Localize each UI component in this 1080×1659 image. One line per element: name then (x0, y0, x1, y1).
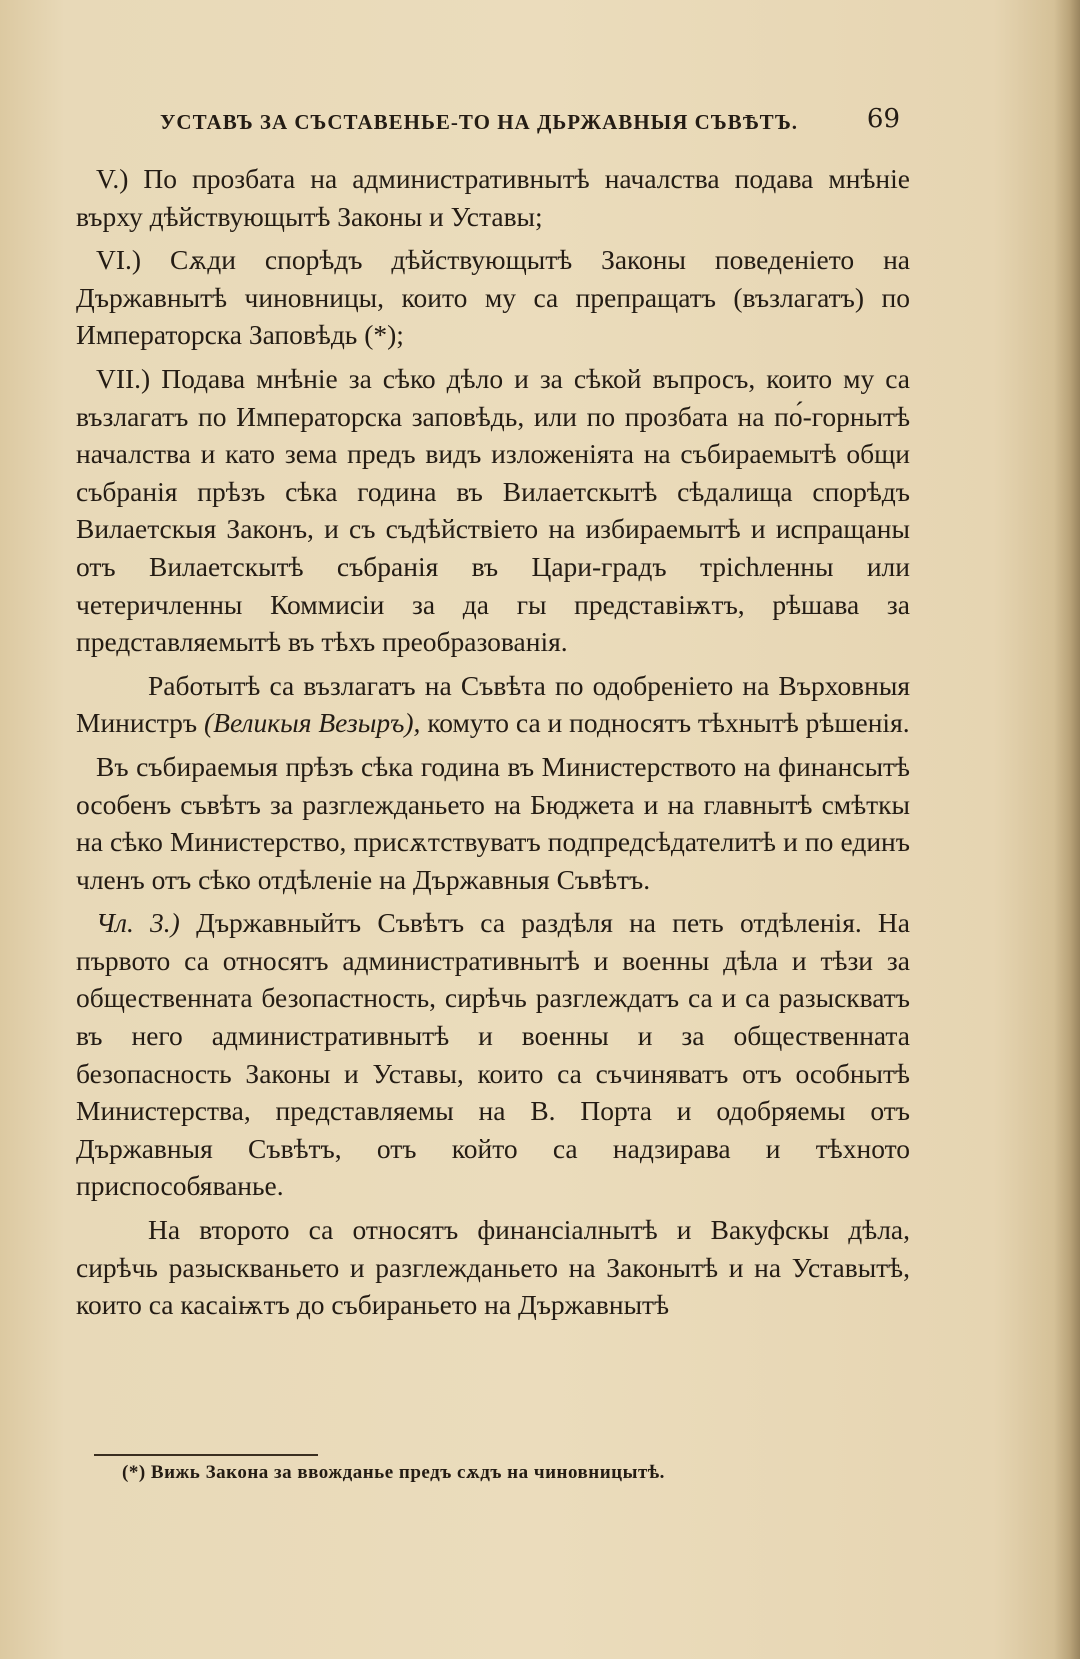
paragraph-tail: Държавныйтъ Съвѣтъ са раздѣля на петь отдѣленія. На първото са относятъ административнытѣ и военны дѣла и тѣзи за общественната безопастность, сирѣчь разглеждатъ са и са разыскватъ въ него административнытѣ и военны и за общественната безопасность Законы и Уставы, които са съчиняватъ отъ особнытѣ Министерства, представляемы на В. Порта и одобряемы отъ Държавныя Съвѣтъ, отъ който са надзирава и тѣхното приспособяванье. (76, 907, 911, 1202)
paragraph-text: На второто са относятъ финансіалнытѣ и Вакуфскы дѣла, сирѣчь разыскваньето и разглежданьето на Законытѣ и на Уставытѣ, които са касаіѭтъ до събираньето на Държавнытѣ (76, 1214, 910, 1321)
paragraph-v (76, 160, 910, 235)
paragraph-tail: комуто са и подносятъ тѣхнытѣ рѣшенія. (427, 707, 910, 739)
body-text (76, 160, 910, 1330)
paragraph-vi (76, 241, 910, 354)
paragraph-text: Въ събираемыя прѣзъ сѣка година въ Министерството на финансытѣ особенъ съвѣтъ за разглежданьето на Бюджета и на главнытѣ смѣткы на сѣко Министерство, присѫтствуватъ подпредсѣдателитѣ и по единъ членъ отъ сѣко отдѣленіе на Държавныя Съвѣтъ. (76, 750, 910, 895)
footnote: (*) Вижь Закона за ввожданье предъ сѫдъ на чиновницытѣ. (122, 1462, 665, 1483)
page-number: 69 (866, 104, 900, 134)
paragraph-vii (76, 360, 910, 661)
page-edge-shadow (1054, 0, 1080, 1659)
paragraph-text: V.) По прозбата на административнытѣ началства подава мнѣніе върху дѣйствующытѣ Законы и Уставы; (76, 163, 910, 232)
paragraph-works (76, 667, 910, 742)
paragraph-budget (76, 748, 910, 898)
paragraph-text: VI.) Сѫди спорѣдъ дѣйствующытѣ Законы поведеніето на Държавнытѣ чиновницы, които му са препращатъ (възлагатъ) по Императорска Заповѣдь (*); (76, 244, 910, 351)
running-title: УСТАВЪ ЗА СЪСТАВЕНЬЕ-ТО НА ДЬРЖАВНЫЯ СЪВѢТЪ. (160, 110, 799, 134)
paragraph-second-section (76, 1211, 910, 1324)
footnote-divider (94, 1454, 318, 1456)
article-number: Чл. 3.) (96, 907, 180, 939)
paragraph-text: VII.) Подава мнѣніе за сѣко дѣло и за сѣкой въпросъ, които му са възлагатъ по Императорска заповѣдь, или по прозбата на по́-горнытѣ началства и като зема предъ видъ изложеніята на събираемытѣ общи събранія прѣзъ сѣка година въ Вилаетскытѣ сѣдалища спорѣдъ Вилаетскыя Законъ, и съ съдѣйствіето на избираемытѣ и испращаны отъ Вилаетскытѣ събранія въ Цари-градъ трichленны или четеричленны Коммисіи за да гы представіѭтъ, рѣшава за представляемытѣ въ тѣхъ преобразованія. (76, 362, 910, 658)
page-header (160, 104, 900, 144)
paragraph-lead: Работытѣ са възлагатъ на Съвѣта по одобреніето на Върховныя Министръ (76, 669, 910, 739)
grand-vizier-italic: (Великыя Везыръ), (204, 707, 421, 739)
paragraph-article-3 (76, 904, 910, 1205)
